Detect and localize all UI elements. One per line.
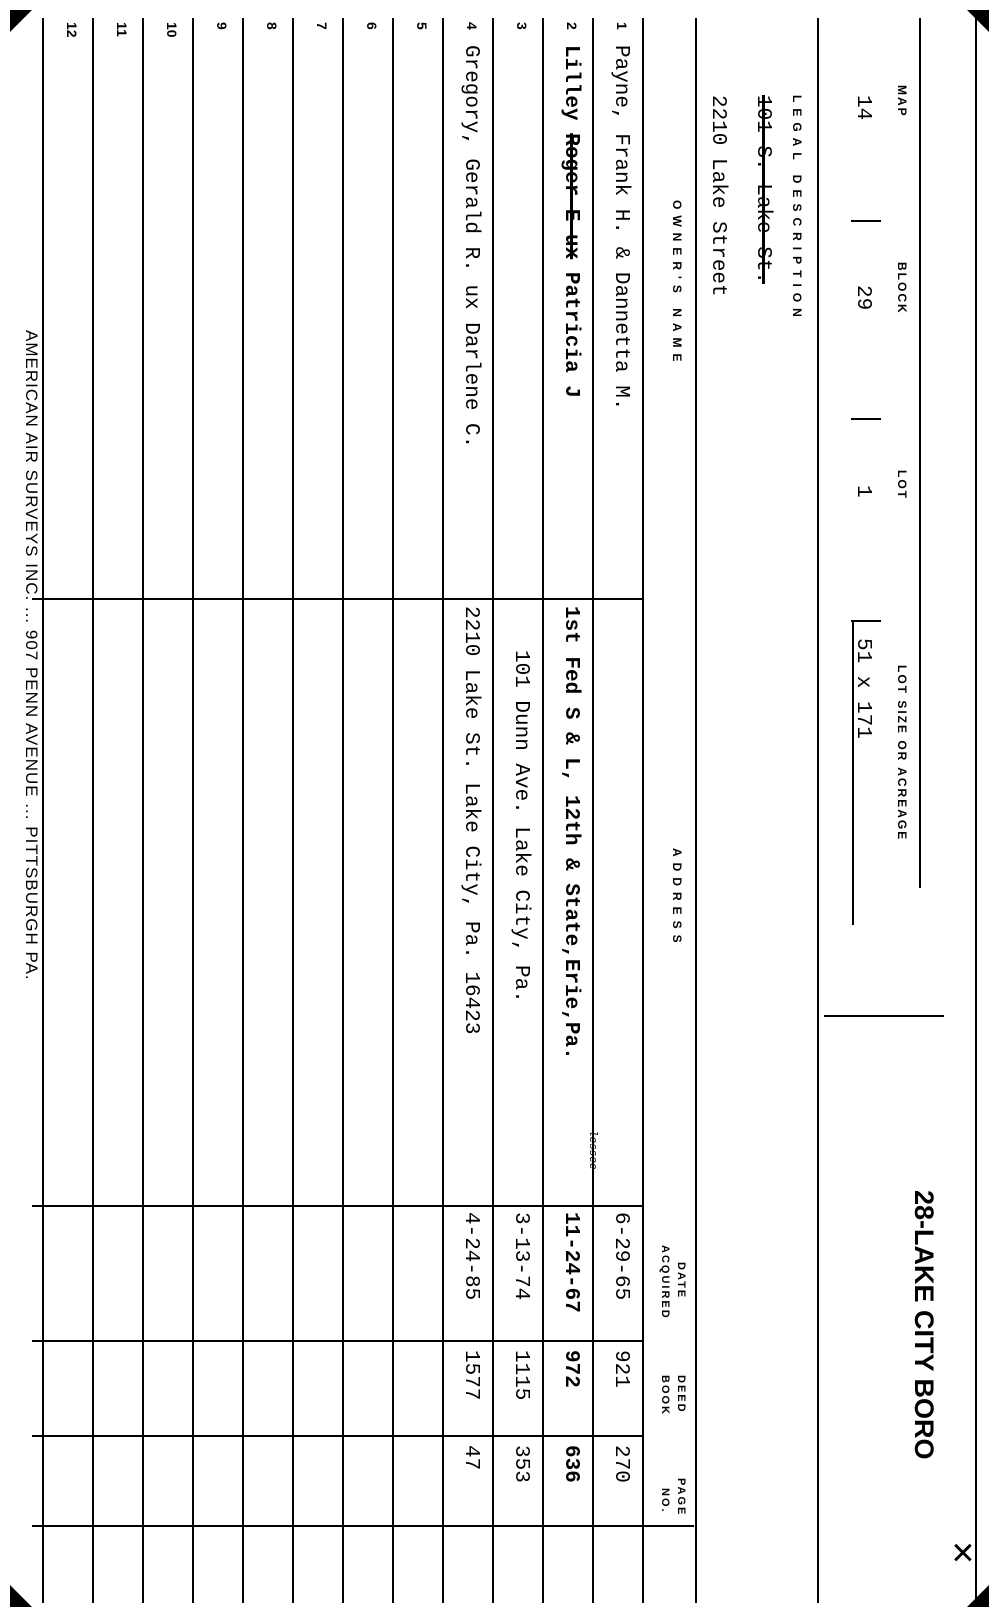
lot-label: LOT xyxy=(895,470,909,500)
owner-name xyxy=(459,45,482,448)
card-title: 28-LAKE CITY BORO xyxy=(909,1190,939,1460)
date-acquired-header-line-1: DATE xyxy=(675,1262,687,1300)
row-rule xyxy=(442,18,444,1603)
corner-mark-top-right xyxy=(967,1585,989,1607)
address-note: lessee xyxy=(586,1130,598,1170)
owner-name-text: Gregory, Gerald R. ux Darlene C. xyxy=(459,45,482,449)
owner-name xyxy=(559,45,582,398)
row-number: 3 xyxy=(514,22,530,30)
page-no-header-line-1: PAGE xyxy=(675,1478,687,1517)
row-number: 6 xyxy=(364,22,380,30)
row-number: 9 xyxy=(214,22,230,30)
date-acquired-header-line-2: ACQUIRED xyxy=(659,1245,671,1320)
deed-book: 1115 xyxy=(509,1350,532,1401)
header-divider-2 xyxy=(851,418,881,420)
page-number: 47 xyxy=(459,1445,482,1471)
deed-book: 921 xyxy=(609,1350,632,1388)
columns-header-rule xyxy=(642,18,644,1603)
row-number: 1 xyxy=(614,22,630,30)
row-rule xyxy=(142,18,144,1603)
row-number: 12 xyxy=(64,22,80,38)
date-acquired: 6-29-65 xyxy=(609,1212,632,1301)
block-value: 29 xyxy=(851,285,874,311)
row-number: 10 xyxy=(164,22,180,38)
owner-address: 2210 Lake St. Lake City, Pa. 16423 xyxy=(459,606,482,1035)
corner-mark-bottom-right xyxy=(10,1585,32,1607)
legal-struck-address: 101 S. Lake St. xyxy=(751,95,774,285)
deed-book: 972 xyxy=(559,1350,582,1388)
owner-address-divider xyxy=(32,598,644,600)
owner-name-struck: Roger E ux xyxy=(559,133,582,260)
deed-book: 1577 xyxy=(459,1350,482,1401)
row-rule xyxy=(542,18,544,1603)
header-divider-4 xyxy=(824,1015,944,1017)
owner-name-text: Lilley xyxy=(559,45,582,134)
date-acquired: 3-13-74 xyxy=(509,1212,532,1301)
row-rule xyxy=(242,18,244,1603)
date-book-divider xyxy=(32,1340,644,1342)
footer-imprint: AMERICAN AIR SURVEYS INC. ... 907 PENN AVENUE ... PITTSBURGH PA. xyxy=(22,330,41,981)
deed-book-header-line-2: BOOK xyxy=(659,1375,671,1416)
page-number: 636 xyxy=(559,1445,582,1483)
corner-check-mark: ✕ xyxy=(944,1540,979,1566)
date-acquired: 11-24-67 xyxy=(559,1212,582,1313)
row-number: 5 xyxy=(414,22,430,30)
owner-name-text: Payne, Frank H. & Dannetta M. xyxy=(609,45,632,411)
owner-address: 1st Fed S & L, 12th & State,Erie,Pa. xyxy=(559,606,582,1060)
row-number: 11 xyxy=(114,22,130,37)
deed-book-header-line-1: DEED xyxy=(675,1375,687,1414)
header-divider-3 xyxy=(851,620,881,622)
row-rule xyxy=(92,18,94,1603)
row-rule xyxy=(492,18,494,1603)
row-number: 4 xyxy=(464,22,480,30)
address-column-header: ADDRESS xyxy=(670,848,684,949)
row-number: 8 xyxy=(264,22,280,30)
owner-name xyxy=(609,45,632,410)
book-page-divider xyxy=(32,1435,644,1437)
page-number: 270 xyxy=(609,1445,632,1483)
header-divider-1 xyxy=(851,220,881,222)
columns-top-rule xyxy=(695,18,697,1603)
page-column-right-edge xyxy=(32,1525,694,1527)
header-top-rule xyxy=(975,18,977,1603)
row-rule xyxy=(592,18,594,1603)
row-number: 7 xyxy=(314,22,330,30)
legal-top-rule xyxy=(817,18,819,1603)
row-number: 2 xyxy=(564,22,580,30)
owner-address: 101 Dunn Ave. Lake City, Pa. xyxy=(509,650,532,1003)
legal-address: 2210 Lake Street xyxy=(706,95,729,297)
legal-description-label: LEGAL DESCRIPTION xyxy=(790,95,804,323)
lot-size-value: 51 x 171 xyxy=(851,638,874,739)
row-rule xyxy=(42,18,44,1603)
page-number: 353 xyxy=(509,1445,532,1483)
date-acquired: 4-24-85 xyxy=(459,1212,482,1301)
page-no-header-line-2: NO. xyxy=(659,1488,671,1514)
row-rule xyxy=(192,18,194,1603)
corner-mark-bottom-left xyxy=(10,10,32,32)
block-label: BLOCK xyxy=(895,262,909,315)
lot-size-label: LOT SIZE OR ACREAGE xyxy=(895,665,909,842)
owner-name-rest: Patricia J xyxy=(559,259,582,398)
lot-value: 1 xyxy=(851,485,874,498)
header-values-rule xyxy=(919,18,921,888)
map-value: 14 xyxy=(851,95,874,121)
row-rule xyxy=(392,18,394,1603)
owner-column-header: OWNER'S NAME xyxy=(670,200,684,368)
corner-mark-top-left xyxy=(967,10,989,32)
map-label: MAP xyxy=(895,85,909,118)
row-rule xyxy=(292,18,294,1603)
address-date-divider xyxy=(32,1205,644,1207)
row-rule xyxy=(342,18,344,1603)
